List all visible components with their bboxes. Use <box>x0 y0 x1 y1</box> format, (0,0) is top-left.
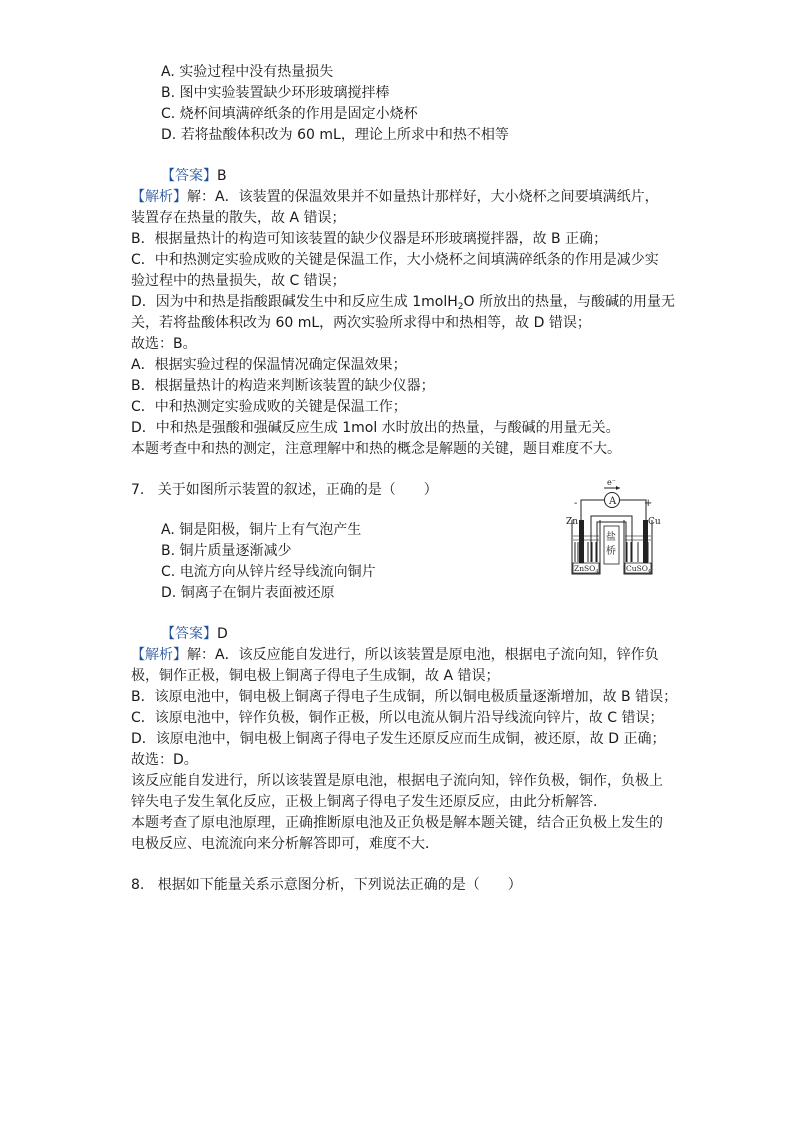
option-text: 烧杯间填满碎纸条的作用是固定小烧杯 <box>179 106 418 122</box>
option-text: 实验过程中没有热量损失 <box>179 64 334 80</box>
option-text: 铜离子在铜片表面被还原 <box>180 585 335 601</box>
q7-option-d <box>161 583 335 603</box>
q6-option-b <box>161 83 390 103</box>
q6-analysis-line: C．中和热测定实验成败的关键是保温工作； <box>131 399 407 415</box>
q6-option-c <box>161 104 418 124</box>
q6-analysis-line: 故选：B。 <box>131 336 197 352</box>
q6-analysis-line: 装置存在热量的散失，故 A 错误； <box>131 210 346 226</box>
q7-option-b <box>161 541 292 561</box>
option-letter: B. <box>161 543 176 559</box>
text-part: D．因为中和热是指酸跟碱发生中和反应生成 1molH <box>131 294 458 310</box>
q7-analysis-first <box>131 645 659 665</box>
q6-analysis-line: 本题考查中和热的测定，注意理解中和热的概念是解题的关键，题目难度不大。 <box>131 441 621 457</box>
question-text: 根据如下能量关系示意图分析，下列说法正确的是（ ） <box>157 877 522 893</box>
option-letter: A. <box>161 64 175 80</box>
option-text: 若将盐酸体积改为 60 mL，理论上所求中和热不相等 <box>180 127 509 143</box>
q7-analysis-line: 极，铜作正极，铜电极上铜离子得电子生成铜，故 A 错误； <box>131 668 500 684</box>
q7-analysis-line: C．该原电池中，锌作负极，铜作正极，所以电流从铜片沿导线流向锌片，故 C 错误； <box>131 710 664 726</box>
option-text: 图中实验装置缺少环形玻璃搅拌棒 <box>179 85 390 101</box>
salt-bridge-label-2: 桥 <box>606 546 616 557</box>
option-text: 铜片质量逐渐减少 <box>179 543 292 559</box>
question-text: 关于如图所示装置的叙述，正确的是（ ） <box>157 482 438 498</box>
q7-analysis-line: 故选：D。 <box>131 752 198 768</box>
q6-analysis-line: 关，若将盐酸体积改为 60 mL，两次实验所求得中和热相等，故 D 错误； <box>131 315 591 331</box>
q7-option-a <box>161 520 361 540</box>
q8-stem <box>131 875 522 895</box>
q6-analysis-line: B．根据量热计的构造来判断该装置的缺少仪器； <box>131 378 435 394</box>
zinc-electrode <box>579 520 584 564</box>
copper-electrode <box>643 520 648 564</box>
analysis-text: 解：A．该反应能自发进行，所以该装置是原电池，根据电子流向知，锌作负 <box>187 647 659 663</box>
cu-label: Cu <box>648 517 661 527</box>
q6-analysis-line: A．根据实验过程的保温情况确定保温效果； <box>131 357 407 373</box>
answer-tag: 【答案】 <box>161 168 217 184</box>
answer-value: B <box>217 168 227 184</box>
text-part: O 所放出的热量，与酸碱的用量无 <box>463 294 675 310</box>
q6-analysis-line: D．中和热是强酸和强碱反应生成 1mol 水时放出的热量，与酸碱的用量无关。 <box>131 420 620 436</box>
q7-stem <box>131 480 438 500</box>
q6-answer <box>161 166 227 186</box>
option-letter: B. <box>161 85 176 101</box>
option-text: 铜是阳极，铜片上有气泡产生 <box>179 522 362 538</box>
option-letter: D. <box>161 127 177 143</box>
option-letter: D. <box>161 585 177 601</box>
analysis-tag: 【解析】 <box>131 189 187 205</box>
q7-analysis-line: 电极反应、电流流向来分析解答即可，难度不大． <box>131 836 439 852</box>
answer-value: D <box>217 626 228 642</box>
znso4-label: ZnSO$_4$ <box>574 564 599 575</box>
q7-option-c <box>161 562 376 582</box>
q6-analysis-line: 验过程中的热量损失，故 C 错误； <box>131 273 346 289</box>
question-number: 8. <box>131 877 145 893</box>
q6-option-a <box>161 62 333 82</box>
subscript: 2 <box>457 302 464 312</box>
q6-analysis-line: C．中和热测定实验成败的关键是保温工作，大小烧杯之间填满碎纸条的作用是减少实 <box>131 252 659 268</box>
answer-tag: 【答案】 <box>161 626 217 642</box>
electron-label: e⁻ <box>607 478 616 487</box>
q7-analysis-line: 本题考查了原电池原理，正确推断原电池及正负极是解本题关键，结合正负极上发生的 <box>131 815 663 831</box>
option-letter: A. <box>161 522 175 538</box>
zn-label: Zn <box>566 517 579 527</box>
q6-option-d <box>161 125 509 145</box>
minus-sign: - <box>574 498 578 509</box>
plus-sign: + <box>644 498 653 509</box>
q6-analysis-line: B．根据量热计的构造可知该装置的缺少仪器是环形玻璃搅拌器，故 B 正确； <box>131 231 608 247</box>
q6-analysis-first <box>131 187 659 207</box>
analysis-text: 解：A．该装置的保温效果并不如量热计那样好，大小烧杯之间要填满纸片， <box>187 189 659 205</box>
cuso4-label: CuSO$_4$ <box>626 564 652 575</box>
q7-analysis-line: 该反应能自发进行，所以该装置是原电池，根据电子流向知，锌作负极，铜作，负极上 <box>131 773 663 789</box>
option-text: 电流方向从锌片经导线流向铜片 <box>179 564 376 580</box>
option-letter: C. <box>161 106 176 122</box>
galvanic-cell-figure <box>564 478 664 578</box>
option-letter: C. <box>161 564 176 580</box>
q7-analysis-line: D．该原电池中，铜电极上铜离子得电子发生还原反应而生成铜，被还原，故 D 正确； <box>131 731 666 747</box>
ammeter-label: A <box>609 496 617 507</box>
q7-answer <box>161 624 228 644</box>
question-number: 7. <box>131 482 145 498</box>
salt-bridge-label-1: 盐 <box>606 532 616 543</box>
analysis-tag: 【解析】 <box>131 647 187 663</box>
q7-analysis-line: B．该原电池中，铜电极上铜离子得电子生成铜，所以铜电极质量逐渐增加，故 B 错误； <box>131 689 678 705</box>
q7-analysis-line: 锌失电子发生氧化反应，正极上铜离子得电子发生还原反应，由此分析解答． <box>131 794 607 810</box>
